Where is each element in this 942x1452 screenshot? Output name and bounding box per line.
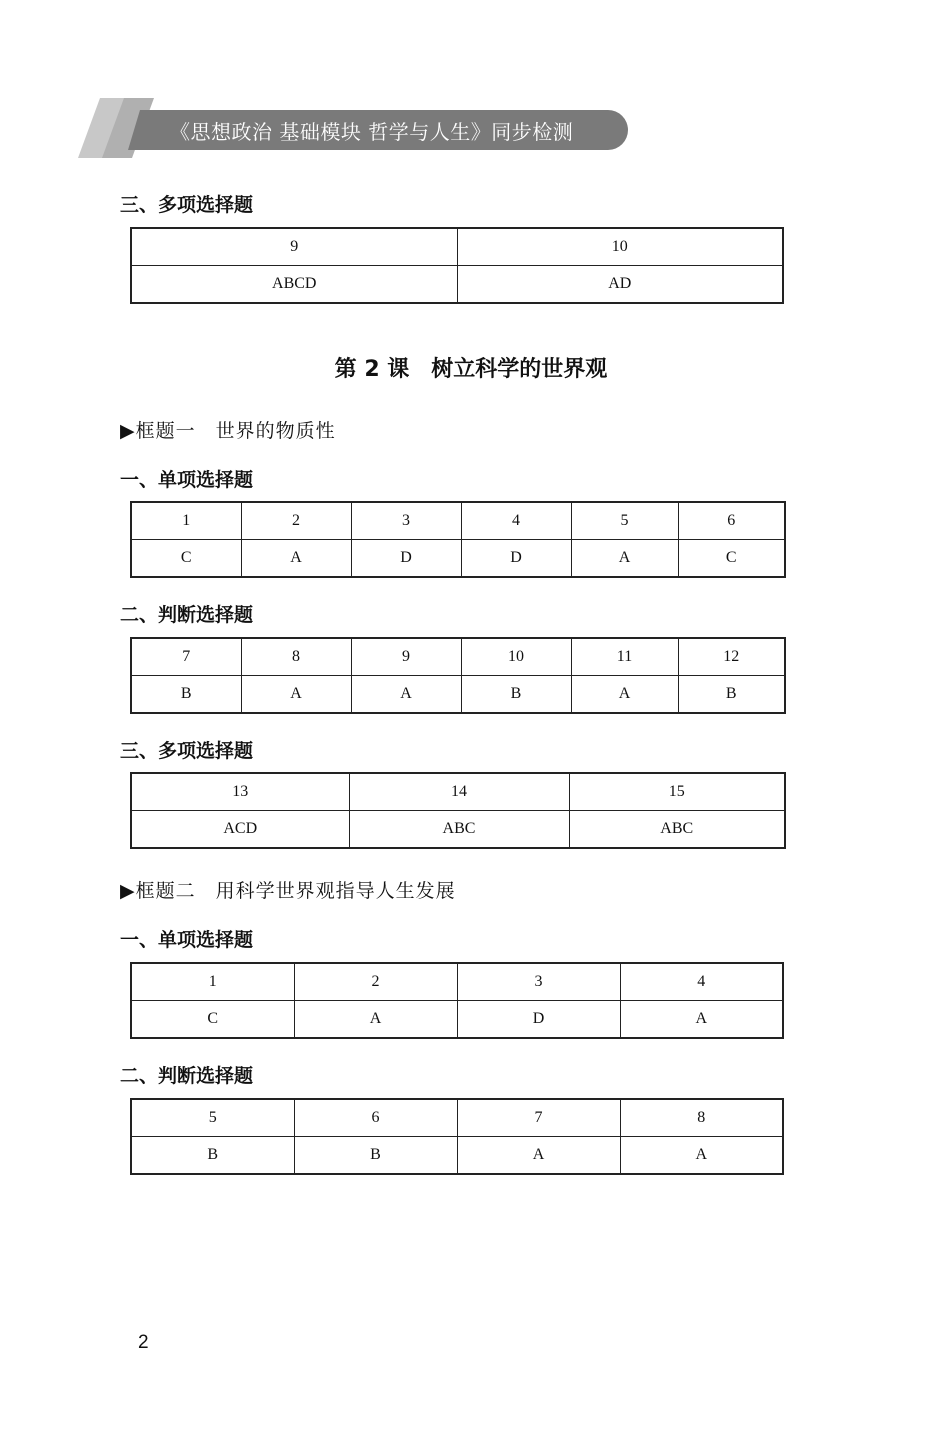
table-row-numbers bbox=[131, 228, 783, 266]
answer-cell: D bbox=[351, 540, 461, 578]
question-number: 10 bbox=[457, 228, 783, 266]
question-number: 7 bbox=[457, 1099, 620, 1137]
question-number: 12 bbox=[678, 638, 785, 676]
answer-cell: A bbox=[241, 676, 351, 714]
table-row-numbers bbox=[131, 1099, 783, 1137]
section-heading-single-choice: 一、单项选择题 bbox=[120, 469, 254, 491]
answer-cell: A bbox=[620, 1137, 783, 1175]
answer-cell: B bbox=[131, 676, 241, 714]
question-number: 7 bbox=[131, 638, 241, 676]
section-heading-multi-choice: 三、多项选择题 bbox=[120, 740, 254, 762]
table-row-answers bbox=[131, 1001, 783, 1039]
table-row-numbers bbox=[131, 963, 783, 1001]
question-number: 2 bbox=[241, 502, 351, 540]
table-row-numbers bbox=[131, 502, 785, 540]
question-number: 13 bbox=[131, 773, 349, 811]
answer-cell: A bbox=[620, 1001, 783, 1039]
answer-cell: A bbox=[351, 676, 461, 714]
answer-cell: B bbox=[294, 1137, 457, 1175]
question-number: 1 bbox=[131, 502, 241, 540]
section-heading-judgment: 二、判断选择题 bbox=[120, 1065, 254, 1087]
table-row-answers bbox=[131, 540, 785, 578]
table-row-numbers bbox=[131, 638, 785, 676]
table-row-numbers bbox=[131, 773, 785, 811]
answer-cell: D bbox=[457, 1001, 620, 1039]
header-title: 《思想政治 基础模块 哲学与人生》同步检测 bbox=[170, 120, 574, 144]
answer-cell: B bbox=[678, 676, 785, 714]
answer-cell: A bbox=[457, 1137, 620, 1175]
question-number: 3 bbox=[351, 502, 461, 540]
question-number: 6 bbox=[294, 1099, 457, 1137]
answer-cell: AD bbox=[457, 266, 783, 304]
question-number: 10 bbox=[461, 638, 571, 676]
answer-table-topic2-judge bbox=[130, 1098, 784, 1175]
question-number: 14 bbox=[349, 773, 569, 811]
answer-table-topic1-single bbox=[130, 501, 786, 578]
answer-cell: A bbox=[294, 1001, 457, 1039]
answer-cell: ABC bbox=[569, 811, 785, 849]
question-number: 4 bbox=[620, 963, 783, 1001]
answer-cell: A bbox=[241, 540, 351, 578]
answer-cell: C bbox=[131, 540, 241, 578]
table-row-answers bbox=[131, 1137, 783, 1175]
answer-table-topic1-judge bbox=[130, 637, 786, 714]
answer-cell: D bbox=[461, 540, 571, 578]
answer-table-topic2-single bbox=[130, 962, 784, 1039]
answer-cell: C bbox=[131, 1001, 294, 1039]
question-number: 5 bbox=[131, 1099, 294, 1137]
answer-cell: B bbox=[131, 1137, 294, 1175]
answer-table-topic1-multi bbox=[130, 772, 786, 849]
question-number: 9 bbox=[351, 638, 461, 676]
section-heading-multi-choice: 三、多项选择题 bbox=[120, 194, 254, 216]
topic-title-2: ▶框题二 用科学世界观指导人生发展 bbox=[120, 880, 456, 902]
answer-table-lesson1-multi bbox=[130, 227, 784, 304]
answer-cell: A bbox=[571, 540, 678, 578]
table-row-answers bbox=[131, 266, 783, 304]
question-number: 6 bbox=[678, 502, 785, 540]
answer-cell: ABCD bbox=[131, 266, 457, 304]
question-number: 5 bbox=[571, 502, 678, 540]
section-heading-judgment: 二、判断选择题 bbox=[120, 604, 254, 626]
question-number: 11 bbox=[571, 638, 678, 676]
answer-cell: C bbox=[678, 540, 785, 578]
answer-cell: ABC bbox=[349, 811, 569, 849]
question-number: 2 bbox=[294, 963, 457, 1001]
table-row-answers bbox=[131, 676, 785, 714]
answer-cell: B bbox=[461, 676, 571, 714]
answer-cell: A bbox=[571, 676, 678, 714]
table-row-answers bbox=[131, 811, 785, 849]
question-number: 9 bbox=[131, 228, 457, 266]
question-number: 8 bbox=[620, 1099, 783, 1137]
topic-title-1: ▶框题一 世界的物质性 bbox=[120, 420, 336, 442]
question-number: 3 bbox=[457, 963, 620, 1001]
question-number: 15 bbox=[569, 773, 785, 811]
section-heading-single-choice: 一、单项选择题 bbox=[120, 929, 254, 951]
answer-cell: ACD bbox=[131, 811, 349, 849]
question-number: 1 bbox=[131, 963, 294, 1001]
lesson-title: 第 2 课 树立科学的世界观 bbox=[334, 357, 608, 382]
page-number: 2 bbox=[138, 1332, 149, 1353]
question-number: 4 bbox=[461, 502, 571, 540]
question-number: 8 bbox=[241, 638, 351, 676]
